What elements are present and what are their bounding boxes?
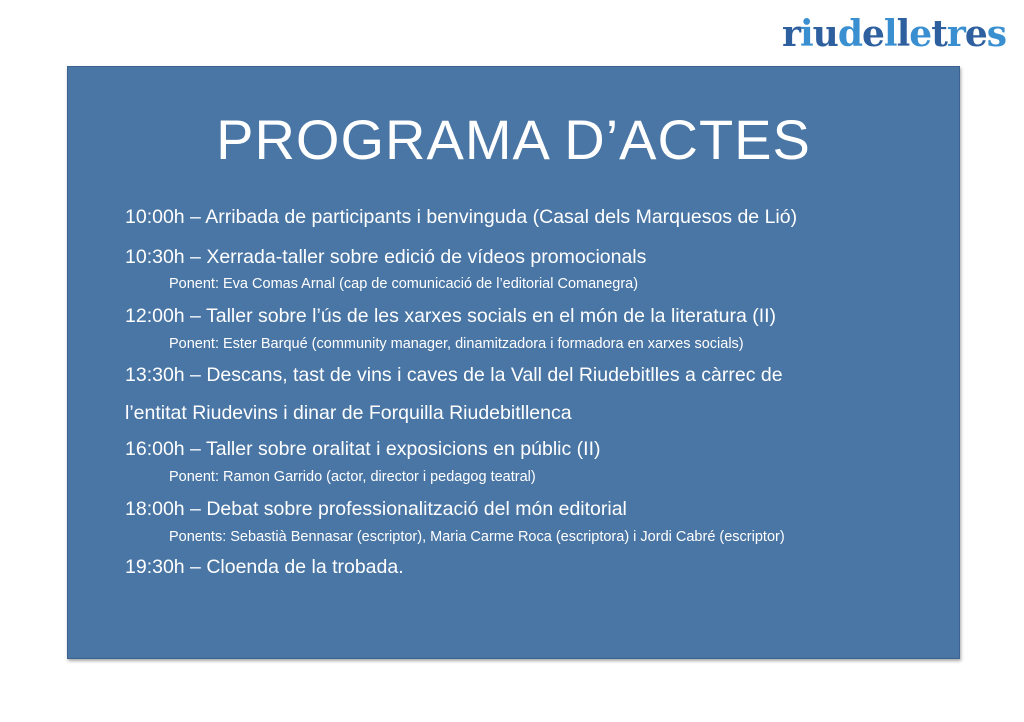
speaker-1600: Ponent: Ramon Garrido (actor, director i pedagog teatral) [169, 469, 536, 485]
speaker-1200: Ponent: Ester Barqué (community manager, dinamitzadora i formadora en xarxes socials) [169, 336, 744, 352]
schedule-item-1800: 18:00h – Debat sobre professionalització del món editorial [125, 498, 627, 520]
logo-letter: s [986, 13, 1006, 55]
riudelletres-logo [782, 10, 1006, 58]
logo-letter: e [964, 13, 987, 55]
speaker-1030: Ponent: Eva Comas Arnal (cap de comunicació de l’editorial Comanegra) [169, 276, 639, 292]
speakers-1800: Ponents: Sebastià Bennasar (escriptor), Maria Carme Roca (escriptora) i Jordi Cabré (escriptor) [169, 529, 785, 545]
page-title: PROGRAMA D’ACTES [216, 108, 811, 171]
logo-letter: d [837, 13, 863, 55]
program-panel [67, 66, 960, 659]
schedule-item-1330-cont: l’entitat Riudevins i dinar de Forquilla Riudebitllenca [125, 402, 572, 424]
logo-letter: e [909, 13, 932, 55]
logo-letter: r [782, 13, 800, 55]
logo-letter: t [931, 13, 947, 55]
schedule-item-1930: 19:30h – Cloenda de la trobada. [125, 556, 404, 578]
schedule-item-1600: 16:00h – Taller sobre oralitat i exposicions en públic (II) [125, 438, 601, 460]
logo-letter: l [896, 13, 910, 55]
logo-letter: u [812, 13, 838, 55]
schedule-item-1330: 13:30h – Descans, tast de vins i caves de la Vall del Riudebitlles a càrrec de [125, 364, 783, 386]
logo-letter: i [799, 13, 813, 55]
schedule-item-1000: 10:00h – Arribada de participants i benvinguda (Casal dels Marquesos de Lió) [125, 206, 798, 228]
logo-letter: r [946, 13, 965, 55]
schedule-item-1200: 12:00h – Taller sobre l’ús de les xarxes socials en el món de la literatura (II) [125, 305, 777, 327]
schedule-item-1030: 10:30h – Xerrada-taller sobre edició de vídeos promocionals [125, 246, 647, 268]
schedule-list [125, 207, 945, 577]
logo-letter: e [862, 13, 884, 55]
logo-letter: l [883, 13, 897, 55]
